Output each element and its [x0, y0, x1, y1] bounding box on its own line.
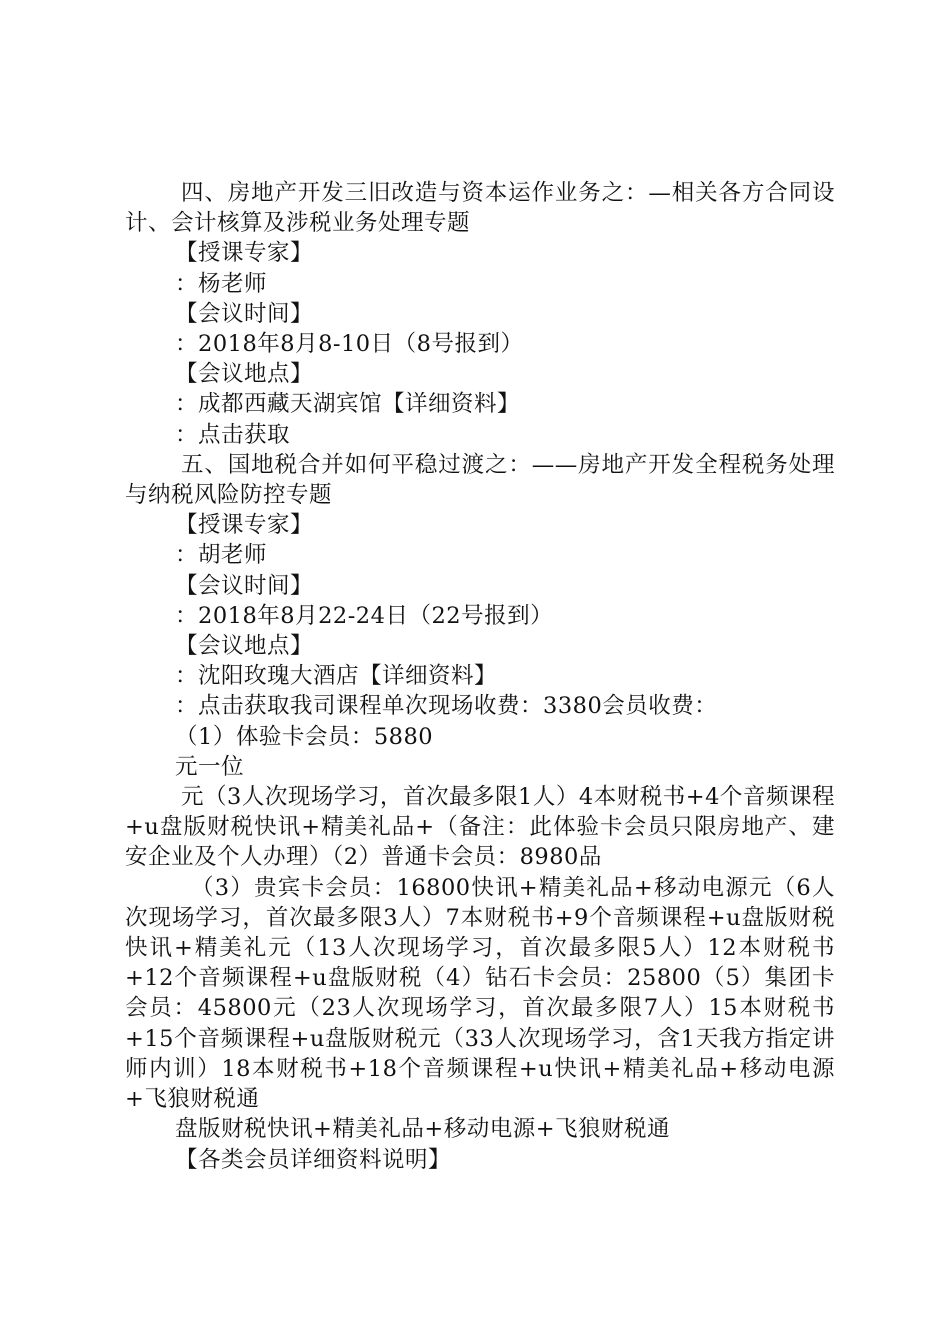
- meeting-location-label: 【会议地点】: [175, 633, 314, 660]
- lecturer-value: ：胡老师: [175, 542, 268, 569]
- fee-info-line: ：点击获取我司课程单次现场收费：3380会员收费：: [175, 693, 718, 720]
- meeting-location-label: 【会议地点】: [175, 361, 314, 388]
- membership-details-heading: 【各类会员详细资料说明】: [175, 1146, 452, 1173]
- lecturer-label: 【授课专家】: [175, 240, 314, 267]
- membership-unit: 元一位: [175, 753, 245, 780]
- membership-benefits-line: 盘版财税快讯+精美礼品+移动电源+飞狼财税通: [175, 1116, 671, 1143]
- membership-trial-card: （1）体验卡会员：5880: [175, 723, 434, 750]
- meeting-time-value: ：2018年8月22-24日（22号报到）: [175, 602, 554, 629]
- lecturer-value: ：杨老师: [175, 270, 268, 297]
- meeting-location-value: ：成都西藏天湖宾馆【详细资料】: [175, 391, 521, 418]
- section-heading-5: 五、国地税合并如何平稳过渡之：——房地产开发全程税务处理与纳税风险防控专题: [125, 451, 835, 509]
- meeting-time-label: 【会议时间】: [175, 300, 314, 327]
- document-body: [125, 178, 835, 1175]
- section-heading-4: 四、房地产开发三旧改造与资本运作业务之：—相关各方合同设计、会计核算及涉税业务处理专题: [125, 180, 835, 237]
- meeting-time-label: 【会议时间】: [175, 572, 314, 599]
- membership-details-paragraph: 元（3人次现场学习，首次最多限1人）4本财税书+4个音频课程+u盘版财税快讯+精美礼品+（备注：此体验卡会员只限房地产、建安企业及个人办理）（2）普通卡会员：8980品: [125, 784, 835, 871]
- lecturer-label: 【授课专家】: [175, 512, 314, 539]
- meeting-time-value: ：2018年8月8-10日（8号报到）: [175, 331, 524, 358]
- membership-tiers-paragraph: （3）贵宾卡会员：16800快讯+精美礼品+移动电源元（6人次现场学习，首次最多限3人）7本财税书+9个音频课程+u盘版财税快讯+精美礼元（13人次现场学习，首次最多限5人）12本财税书+12个音频课程+u盘版财税（4）钻石卡会员：25800（5）集团卡会员：45800元（23人次现场学习，首次最多限7人）15本财税书+15个音频课程+u盘版财税元（33人次现场学习，含1天我方指定讲师内训）18本财税书+18个音频课程+u快讯+精美礼品+移动电源+飞狼财税通: [125, 874, 835, 1113]
- details-link-text: ：点击获取: [175, 421, 291, 448]
- meeting-location-value: ：沈阳玫瑰大酒店【详细资料】: [175, 663, 498, 690]
